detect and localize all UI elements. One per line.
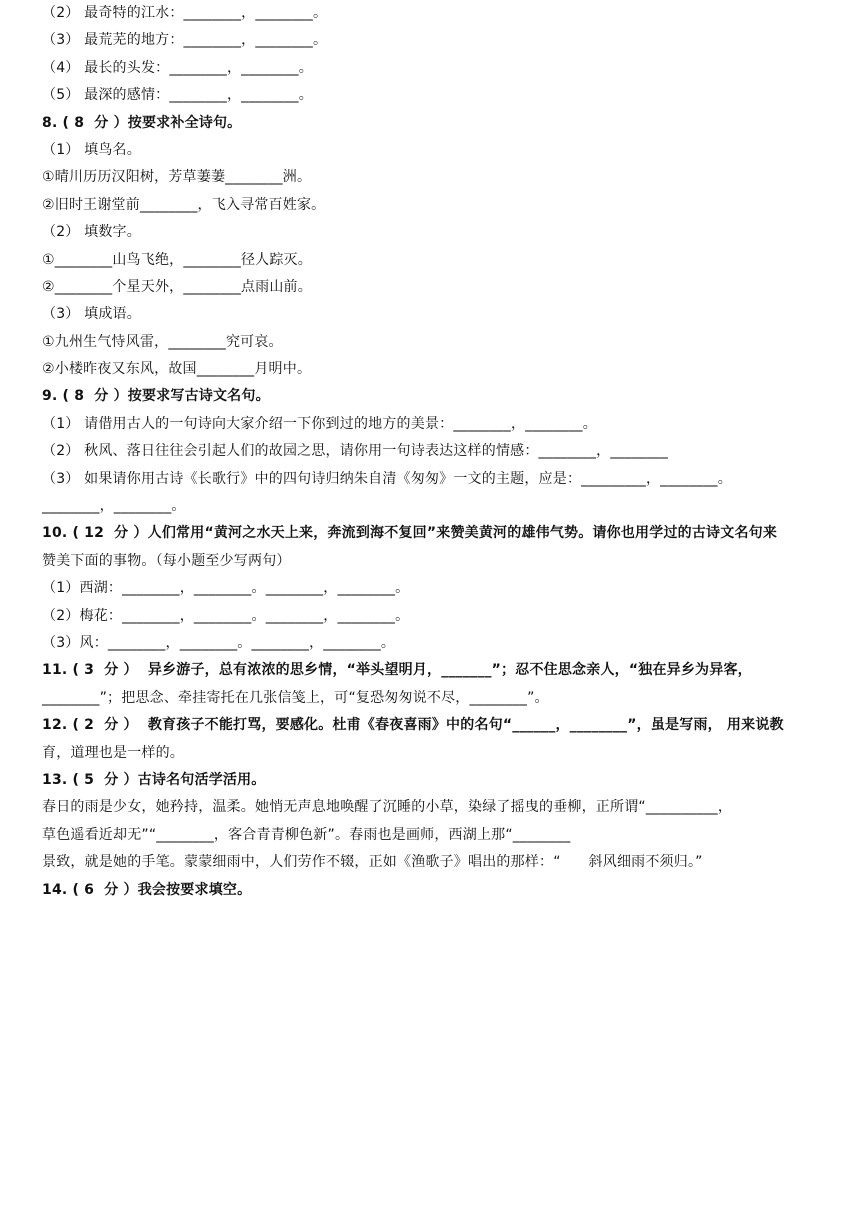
text-line: （4） 最长的头发：________，________。: [42, 59, 313, 76]
text-line: （1） 请借用古人的一句诗向大家介绍一下你到过的地方的美景：________，________。: [42, 415, 597, 432]
text-line: 景致，就是她的手笔。蒙蒙细雨中，人们劳作不辍，正如《渔歌子》唱出的那样：“ 斜风细雨不须归。”: [42, 854, 703, 871]
text-line: ②小楼昨夜又东风，故国________月明中。: [42, 361, 312, 378]
question-heading: 8. ( 8 分 ）按要求补全诗句。: [42, 114, 242, 131]
text-line: （1） 填鸟名。: [42, 141, 141, 158]
text-line: 赞美下面的事物。（每小题至少写两句）: [42, 552, 291, 569]
text-line: ________”；把思念、牵挂寄托在几张信笺上，可“复恐匆匆说不尽，________”。: [42, 689, 549, 706]
text-line: （1）西湖：________，________。________，________。: [42, 580, 410, 597]
text-line: （3） 最荒芜的地方：________，________。: [42, 32, 328, 49]
text-line: ________，________。: [42, 498, 186, 515]
text-line: （3）风：________，________。________，________。: [42, 634, 396, 651]
document-page: [42, 0, 822, 904]
text-line: （5） 最深的感情：________，________。: [42, 87, 313, 104]
question-heading: 12. ( 2 分 ） 教育孩子不能打骂，要感化。杜甫《春夜喜雨》中的名句“______，________”，虽是写雨， 用来说教: [42, 717, 784, 734]
text-line: （2）梅花：________，________。________，________。: [42, 607, 410, 624]
question-heading: 11. ( 3 分 ） 异乡游子，总有浓浓的思乡情，“举头望明月，_______”；忍不住思念亲人，“独在异乡为异客，: [42, 662, 752, 679]
text-line: 春日的雨是少女，她矜持，温柔。她悄无声息地唤醒了沉睡的小草，染绿了摇曳的垂柳，正所谓“__________，: [42, 799, 733, 816]
question-heading: 14. ( 6 分 ）我会按要求填空。: [42, 881, 252, 898]
text-line: （2） 秋风、落日往往会引起人们的故园之思，请你用一句诗表达这样的情感：________，________: [42, 443, 668, 460]
text-line: （2） 填数字。: [42, 224, 141, 241]
question-heading: 13. ( 5 分 ）古诗名句活学活用。: [42, 771, 266, 788]
question-heading: 10. ( 12 分 ）人们常用“黄河之水天上来，奔流到海不复回”来赞美黄河的雄伟气势。请你也用学过的古诗文名句来: [42, 525, 778, 542]
text-line: （3） 填成语。: [42, 306, 141, 323]
text-line: ②旧时王谢堂前________，飞入寻常百姓家。: [42, 196, 326, 213]
text-line: ②________个星天外，________点雨山前。: [42, 278, 312, 295]
question-heading: 9. ( 8 分 ）按要求写古诗文名句。: [42, 388, 270, 405]
text-line: ①九州生气恃风雷，________究可哀。: [42, 333, 283, 350]
text-line: ①________山鸟飞绝，________径人踪灭。: [42, 251, 312, 268]
text-line: 育，道理也是一样的。: [42, 744, 184, 761]
text-line: （3） 如果请你用古诗《长歌行》中的四句诗归纳朱自清《匆匆》一文的主题，应是：_________，________。: [42, 470, 732, 487]
text-line: （2） 最奇特的江水：________，________。: [42, 5, 328, 21]
text-line: ①晴川历历汉阳树，芳草萋萋________洲。: [42, 169, 312, 186]
text-line: 草色遥看近却无”“________，客合青青柳色新”。春雨也是画师，西湖上那“________: [42, 826, 571, 843]
